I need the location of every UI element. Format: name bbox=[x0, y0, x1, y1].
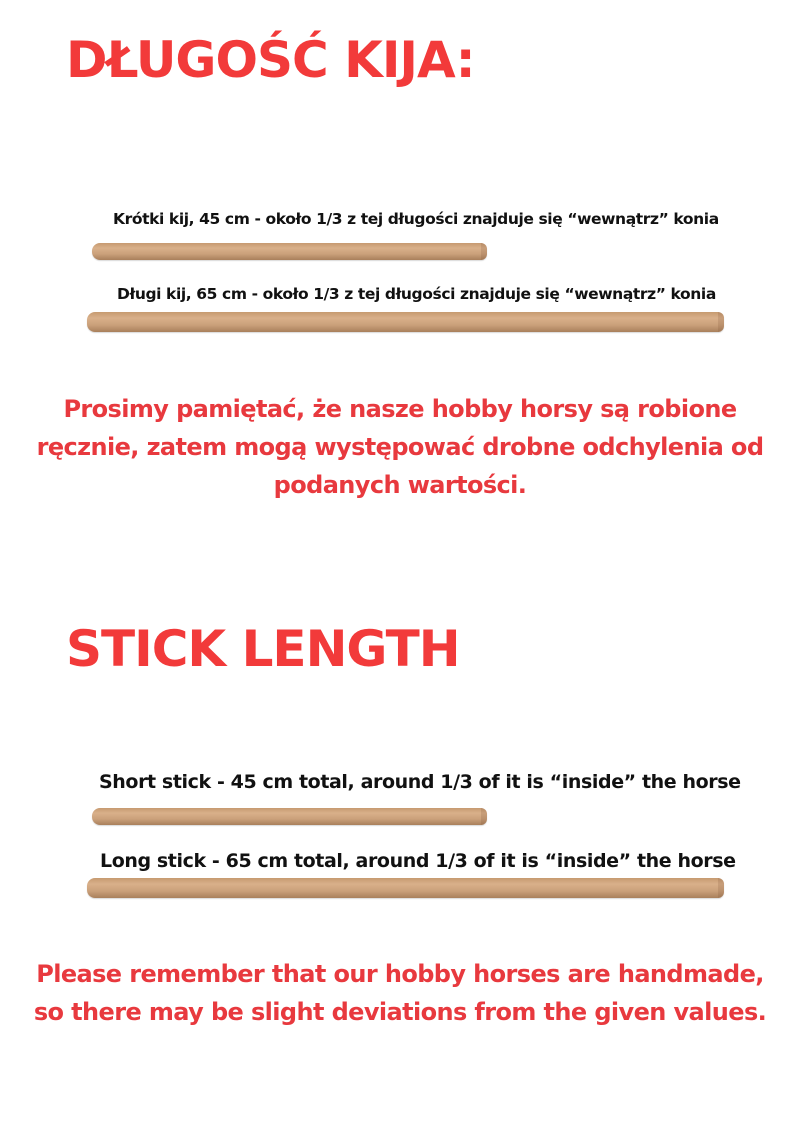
note-line: so there may be slight deviations from the given values. bbox=[33, 998, 767, 1026]
polish-handmade-note bbox=[0, 390, 800, 504]
english-short-stick-label: Short stick - 45 cm total, around 1/3 of it is “inside” the horse bbox=[99, 771, 741, 793]
short-stick-image bbox=[92, 243, 487, 260]
polish-title: DŁUGOŚĆ KIJA: bbox=[66, 31, 475, 89]
note-line: Please remember that our hobby horses are handmade, bbox=[36, 960, 764, 988]
note-line: ręcznie, zatem mogą występować drobne odchylenia od bbox=[36, 433, 764, 461]
short-stick-image bbox=[92, 808, 487, 825]
long-stick-image bbox=[87, 878, 724, 898]
polish-short-stick-label: Krótki kij, 45 cm - około 1/3 z tej długości znajduje się “wewnątrz” konia bbox=[113, 210, 719, 228]
english-long-stick-label: Long stick - 65 cm total, around 1/3 of it is “inside” the horse bbox=[100, 850, 736, 872]
note-line: podanych wartości. bbox=[273, 471, 527, 499]
polish-long-stick-label: Długi kij, 65 cm - około 1/3 z tej długości znajduje się “wewnątrz” konia bbox=[117, 285, 716, 303]
note-line: Prosimy pamiętać, że nasze hobby horsy są robione bbox=[63, 395, 737, 423]
long-stick-image bbox=[87, 312, 724, 332]
english-title: STICK LENGTH bbox=[66, 620, 460, 678]
english-handmade-note bbox=[0, 955, 800, 1031]
